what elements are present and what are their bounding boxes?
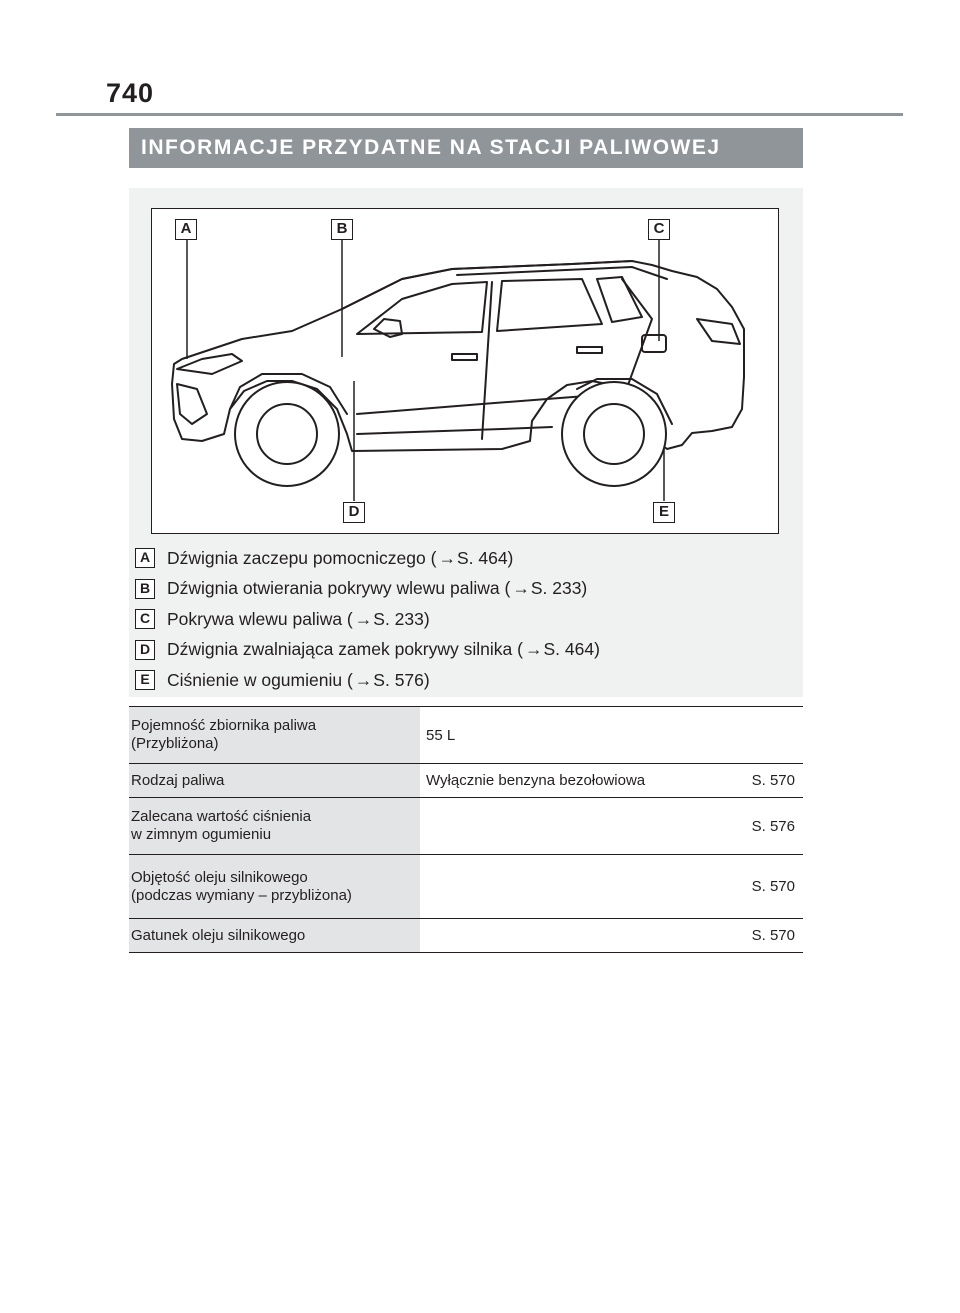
callout-c: C — [648, 219, 670, 240]
legend-ref: S. 464) — [543, 639, 600, 660]
callout-b: B — [331, 219, 353, 240]
callout-a: A — [175, 219, 197, 240]
legend-item — [135, 574, 795, 605]
callout-e: E — [653, 502, 675, 523]
callout-d: D — [343, 502, 365, 523]
rear-quarter-window — [597, 277, 642, 322]
legend-text: Ciśnienie w ogumieniu ( — [167, 669, 353, 690]
rear-window — [497, 279, 602, 331]
car-illustration — [151, 208, 779, 534]
legend-ref: S. 576) — [373, 669, 430, 690]
arrow-icon: → — [354, 608, 373, 629]
row-value: Wyłącznie benzyna bezołowiowa S. 570 — [420, 764, 803, 798]
row-label: Zalecana wartość ciśnienia w zimnym ogumieniu — [129, 798, 420, 855]
legend-item — [135, 665, 795, 696]
row-value: S. 570 — [420, 855, 803, 919]
row-value: 55 L — [420, 707, 803, 764]
legend-letter: C — [135, 609, 155, 629]
row-value: S. 570 — [420, 919, 803, 953]
legend-list — [135, 543, 795, 696]
arrow-icon: → — [524, 639, 543, 660]
legend-text: Pokrywa wlewu paliwa ( — [167, 608, 353, 629]
legend-ref: S. 233) — [530, 578, 588, 599]
legend-ref: S. 464) — [456, 547, 514, 568]
table-row — [129, 798, 803, 855]
table-row — [129, 919, 803, 953]
legend-letter: A — [135, 548, 155, 568]
legend-letter: D — [135, 640, 155, 660]
legend-item — [135, 635, 795, 666]
section-header — [129, 128, 803, 168]
legend-text: Dźwignia zaczepu pomocniczego ( — [167, 547, 437, 568]
arrow-icon: → — [512, 578, 530, 599]
legend-ref: S. 233) — [373, 608, 430, 629]
legend-letter: B — [135, 579, 155, 599]
legend-item — [135, 604, 795, 635]
row-label: Rodzaj paliwa — [129, 764, 420, 798]
table-row — [129, 707, 803, 764]
legend-item — [135, 543, 795, 574]
legend-text: Dźwignia otwierania pokrywy wlewu paliwa ( — [167, 578, 511, 599]
row-label: Objętość oleju silnikowego (podczas wymiany – przybliżona) — [129, 855, 420, 919]
row-value: S. 576 — [420, 798, 803, 855]
top-rule — [56, 113, 903, 116]
arrow-icon: → — [438, 547, 456, 568]
row-label: Pojemność zbiornika paliwa (Przybliżona) — [129, 707, 420, 764]
spec-table — [129, 706, 803, 953]
row-label: Gatunek oleju silnikowego — [129, 919, 420, 953]
page-number: 740 — [106, 78, 155, 108]
car-side-view-drawing — [152, 209, 780, 535]
legend-text: Dźwignia zwalniająca zamek pokrywy silnika ( — [167, 639, 523, 660]
table-row — [129, 855, 803, 919]
arrow-icon: → — [354, 669, 373, 690]
legend-letter: E — [135, 670, 155, 690]
table-row — [129, 764, 803, 798]
section-title: INFORMACJE PRZYDATNE NA STACJI PALIWOWEJ — [141, 136, 721, 159]
